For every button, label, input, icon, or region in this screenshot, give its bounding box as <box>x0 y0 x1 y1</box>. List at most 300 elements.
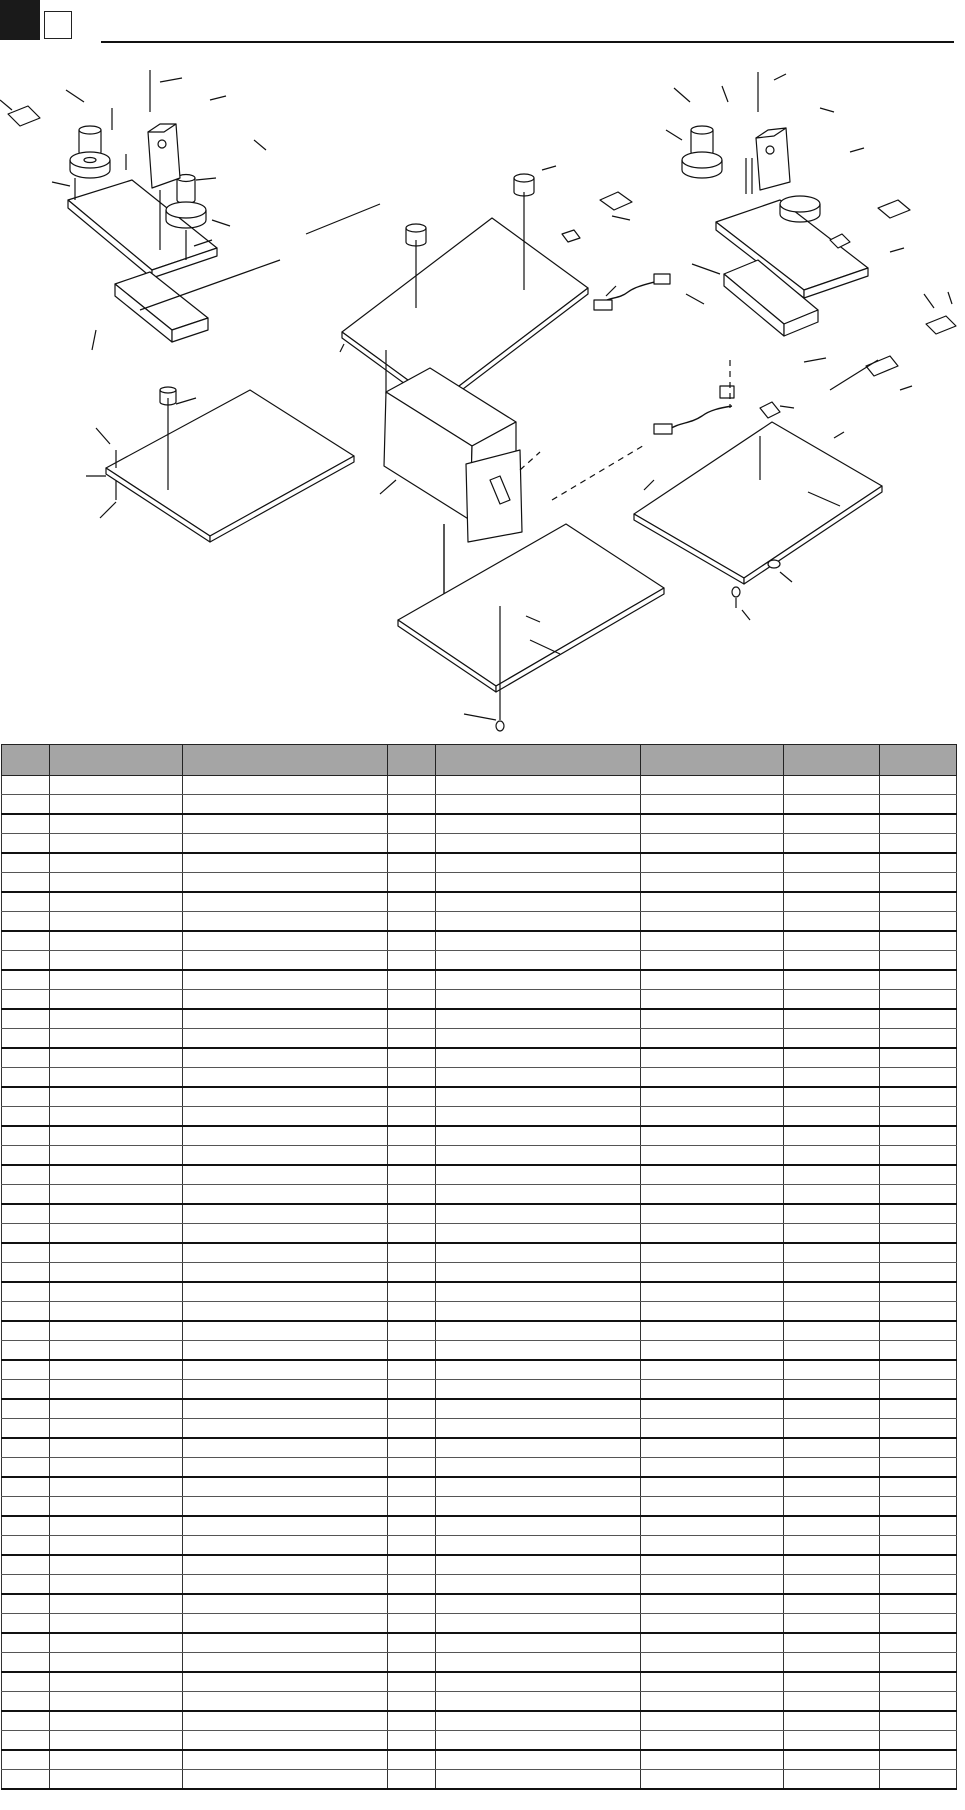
table-cell <box>183 1594 388 1614</box>
table-cell <box>641 1477 784 1497</box>
table-cell <box>436 931 641 951</box>
table-cell <box>183 1770 388 1790</box>
table-cell <box>880 1029 957 1049</box>
table-cell <box>2 1068 50 1088</box>
table-cell <box>50 1711 183 1731</box>
table-cell <box>641 834 784 854</box>
table-cell <box>50 795 183 815</box>
table-cell <box>880 1711 957 1731</box>
table-cell <box>388 1516 436 1536</box>
table-cell <box>784 1282 880 1302</box>
table-cell <box>436 1575 641 1595</box>
table-cell <box>183 1477 388 1497</box>
table-cell <box>880 834 957 854</box>
table-cell <box>2 1243 50 1263</box>
table-cell <box>436 853 641 873</box>
table-cell <box>2 1536 50 1556</box>
table-cell <box>50 814 183 834</box>
table-cell <box>784 1497 880 1517</box>
table-cell <box>641 1243 784 1263</box>
table-cell <box>183 912 388 932</box>
table-cell <box>641 1653 784 1673</box>
table-cell <box>436 1302 641 1322</box>
table-cell <box>183 1068 388 1088</box>
table-cell <box>388 1224 436 1244</box>
table-cell <box>388 1068 436 1088</box>
table-cell <box>641 1185 784 1205</box>
table-cell <box>436 776 641 795</box>
table-cell <box>2 1770 50 1790</box>
table-cell <box>880 1750 957 1770</box>
table-cell <box>436 1633 641 1653</box>
table-cell <box>880 1068 957 1088</box>
table-cell <box>436 1477 641 1497</box>
table-cell <box>436 1185 641 1205</box>
table-row <box>2 1048 957 1068</box>
table-cell <box>50 1614 183 1634</box>
table-row <box>2 1750 957 1770</box>
table-cell <box>641 1555 784 1575</box>
table-row <box>2 1731 957 1751</box>
table-cell <box>784 951 880 971</box>
table-cell <box>784 1594 880 1614</box>
table-row <box>2 1204 957 1224</box>
table-row <box>2 1165 957 1185</box>
table-cell <box>436 990 641 1010</box>
table-row <box>2 1536 957 1556</box>
table-cell <box>50 853 183 873</box>
table-cell <box>2 795 50 815</box>
table-row <box>2 1497 957 1517</box>
table-cell <box>50 1126 183 1146</box>
table-cell <box>50 873 183 893</box>
table-cell <box>388 1185 436 1205</box>
table-cell <box>183 1399 388 1419</box>
table-cell <box>2 1204 50 1224</box>
table-cell <box>2 834 50 854</box>
table-cell <box>388 990 436 1010</box>
table-cell <box>880 853 957 873</box>
table-cell <box>388 1536 436 1556</box>
table-cell <box>436 912 641 932</box>
table-cell <box>436 1419 641 1439</box>
table-cell <box>436 1731 641 1751</box>
table-cell <box>641 1399 784 1419</box>
table-cell <box>880 1555 957 1575</box>
table-cell <box>183 1575 388 1595</box>
table-cell <box>784 1575 880 1595</box>
table-cell <box>50 1750 183 1770</box>
table-row <box>2 1282 957 1302</box>
table-cell <box>388 1575 436 1595</box>
table-cell <box>183 1341 388 1361</box>
left-sheet <box>8 106 40 126</box>
table-cell <box>436 795 641 815</box>
table-cell <box>183 1029 388 1049</box>
table-cell <box>784 1360 880 1380</box>
right-sheet <box>878 200 910 218</box>
column-header <box>50 745 183 776</box>
table-row <box>2 892 957 912</box>
left-assembly <box>0 70 354 542</box>
table-cell <box>2 853 50 873</box>
table-cell <box>641 1126 784 1146</box>
table-cell <box>50 1068 183 1088</box>
table-row <box>2 1711 957 1731</box>
table-cell <box>784 1770 880 1790</box>
table-cell <box>50 1594 183 1614</box>
table-cell <box>183 1204 388 1224</box>
table-cell <box>436 1360 641 1380</box>
table-cell <box>388 1243 436 1263</box>
table-cell <box>784 1321 880 1341</box>
table-cell <box>641 853 784 873</box>
table-cell <box>880 970 957 990</box>
table-cell <box>183 1555 388 1575</box>
table-cell <box>50 1107 183 1127</box>
table-cell <box>436 1614 641 1634</box>
table-cell <box>436 1594 641 1614</box>
table-cell <box>2 1302 50 1322</box>
table-cell <box>388 1614 436 1634</box>
table-row <box>2 776 957 795</box>
right-assembly <box>634 72 956 620</box>
table-cell <box>641 1594 784 1614</box>
table-cell <box>784 1731 880 1751</box>
table-cell <box>2 1497 50 1517</box>
table-cell <box>880 912 957 932</box>
table-cell <box>50 1146 183 1166</box>
table-cell <box>388 795 436 815</box>
table-cell <box>2 1282 50 1302</box>
table-cell <box>50 1263 183 1283</box>
table-row <box>2 990 957 1010</box>
table-cell <box>880 1594 957 1614</box>
table-cell <box>2 1146 50 1166</box>
table-cell <box>880 1536 957 1556</box>
table-row <box>2 1458 957 1478</box>
table-cell <box>641 1341 784 1361</box>
table-cell <box>183 1731 388 1751</box>
center-base-plate <box>398 524 664 686</box>
table-cell <box>2 1711 50 1731</box>
table-cell <box>50 1282 183 1302</box>
table-cell <box>784 1165 880 1185</box>
table-cell <box>2 1672 50 1692</box>
table-cell <box>388 1126 436 1146</box>
table-row <box>2 1399 957 1419</box>
table-row <box>2 1360 957 1380</box>
table-cell <box>784 776 880 795</box>
table-cell <box>2 970 50 990</box>
table-cell <box>388 1087 436 1107</box>
table-cell <box>183 1438 388 1458</box>
table-cell <box>880 1399 957 1419</box>
table-cell <box>641 1672 784 1692</box>
table-cell <box>784 1243 880 1263</box>
table-cell <box>641 951 784 971</box>
table-cell <box>388 1360 436 1380</box>
table-cell <box>784 1692 880 1712</box>
table-cell <box>436 1029 641 1049</box>
column-header <box>784 745 880 776</box>
table-cell <box>880 1341 957 1361</box>
table-cell <box>388 1594 436 1614</box>
table-cell <box>183 1165 388 1185</box>
table-cell <box>641 892 784 912</box>
table-cell <box>436 1165 641 1185</box>
table-cell <box>880 776 957 795</box>
table-cell <box>183 776 388 795</box>
table-row <box>2 1126 957 1146</box>
table-cell <box>183 834 388 854</box>
table-row <box>2 1692 957 1712</box>
table-cell <box>784 1750 880 1770</box>
table-cell <box>2 1516 50 1536</box>
table-cell <box>880 1458 957 1478</box>
table-cell <box>784 1224 880 1244</box>
table-cell <box>436 970 641 990</box>
table-cell <box>641 912 784 932</box>
table-cell <box>880 1380 957 1400</box>
table-cell <box>880 1009 957 1029</box>
table-cell <box>880 1185 957 1205</box>
column-header <box>388 745 436 776</box>
table-cell <box>50 834 183 854</box>
table-cell <box>784 912 880 932</box>
table-cell <box>784 1204 880 1224</box>
table-cell <box>183 1263 388 1283</box>
table-cell <box>183 1536 388 1556</box>
table-cell <box>50 1770 183 1790</box>
table-cell <box>2 951 50 971</box>
table-cell <box>50 1165 183 1185</box>
column-header <box>880 745 957 776</box>
table-cell <box>50 1009 183 1029</box>
table-cell <box>880 1419 957 1439</box>
table-cell <box>50 1048 183 1068</box>
table-cell <box>2 1419 50 1439</box>
table-cell <box>2 892 50 912</box>
table-row <box>2 1555 957 1575</box>
table-cell <box>784 1653 880 1673</box>
table-cell <box>436 1711 641 1731</box>
table-cell <box>2 1165 50 1185</box>
table-cell <box>183 1107 388 1127</box>
table-cell <box>388 814 436 834</box>
table-cell <box>436 1282 641 1302</box>
table-cell <box>2 1555 50 1575</box>
table-row <box>2 1243 957 1263</box>
table-cell <box>641 990 784 1010</box>
table-cell <box>50 970 183 990</box>
table-cell <box>436 834 641 854</box>
table-cell <box>183 853 388 873</box>
table-cell <box>880 1146 957 1166</box>
table-cell <box>2 776 50 795</box>
table-cell <box>436 1653 641 1673</box>
table-row <box>2 1068 957 1088</box>
table-row <box>2 834 957 854</box>
table-cell <box>388 1633 436 1653</box>
table-cell <box>641 1770 784 1790</box>
table-cell <box>388 1419 436 1439</box>
table-cell <box>880 1692 957 1712</box>
table-cell <box>2 1224 50 1244</box>
table-cell <box>641 970 784 990</box>
table-cell <box>183 1360 388 1380</box>
table-cell <box>784 1068 880 1088</box>
table-cell <box>50 1633 183 1653</box>
table-cell <box>784 1029 880 1049</box>
table-cell <box>183 873 388 893</box>
table-cell <box>2 1029 50 1049</box>
table-cell <box>2 1126 50 1146</box>
table-cell <box>641 931 784 951</box>
table-row <box>2 1672 957 1692</box>
table-cell <box>183 1126 388 1146</box>
table-row <box>2 970 957 990</box>
table-cell <box>2 1594 50 1614</box>
table-cell <box>641 776 784 795</box>
table-cell <box>641 1692 784 1712</box>
exploded-parts-diagram <box>0 60 965 740</box>
table-cell <box>388 1146 436 1166</box>
table-cell <box>183 1048 388 1068</box>
table-cell <box>2 1048 50 1068</box>
table-cell <box>880 1263 957 1283</box>
table-cell <box>880 1653 957 1673</box>
table-cell <box>880 1321 957 1341</box>
table-row <box>2 1614 957 1634</box>
table-cell <box>388 1399 436 1419</box>
table-cell <box>436 1087 641 1107</box>
table-cell <box>436 1516 641 1536</box>
table-cell <box>641 873 784 893</box>
table-cell <box>2 1321 50 1341</box>
table-cell <box>880 892 957 912</box>
table-cell <box>641 1302 784 1322</box>
table-cell <box>641 1068 784 1088</box>
table-cell <box>50 1653 183 1673</box>
table-cell <box>388 1477 436 1497</box>
table-row <box>2 1477 957 1497</box>
table-cell <box>183 1458 388 1478</box>
table-cell <box>50 1731 183 1751</box>
table-cell <box>388 912 436 932</box>
table-cell <box>880 1770 957 1790</box>
table-cell <box>784 1633 880 1653</box>
table-cell <box>2 1360 50 1380</box>
table-cell <box>436 1692 641 1712</box>
table-cell <box>784 1302 880 1322</box>
table-cell <box>2 1458 50 1478</box>
table-cell <box>183 1302 388 1322</box>
table-cell <box>2 1653 50 1673</box>
table-cell <box>50 990 183 1010</box>
table-cell <box>50 1360 183 1380</box>
table-cell <box>880 1302 957 1322</box>
table-cell <box>183 1672 388 1692</box>
table-cell <box>436 1126 641 1146</box>
table-cell <box>784 970 880 990</box>
table-cell <box>784 931 880 951</box>
table-cell <box>388 1380 436 1400</box>
table-cell <box>784 1614 880 1634</box>
table-row <box>2 1594 957 1614</box>
table-row <box>2 795 957 815</box>
table-cell <box>784 1458 880 1478</box>
table-cell <box>388 1009 436 1029</box>
table-cell <box>784 892 880 912</box>
table-cell <box>388 1731 436 1751</box>
table-cell <box>388 1672 436 1692</box>
table-cell <box>2 990 50 1010</box>
table-cell <box>436 1770 641 1790</box>
table-row <box>2 1380 957 1400</box>
table-cell <box>436 1068 641 1088</box>
page-tab-outline <box>44 11 72 39</box>
table-cell <box>784 990 880 1010</box>
table-cell <box>388 1048 436 1068</box>
table-cell <box>880 1497 957 1517</box>
table-cell <box>183 1711 388 1731</box>
table-cell <box>784 1107 880 1127</box>
table-cell <box>50 912 183 932</box>
table-cell <box>388 1438 436 1458</box>
table-row <box>2 1438 957 1458</box>
table-cell <box>641 814 784 834</box>
table-cell <box>388 1107 436 1127</box>
table-cell <box>784 1536 880 1556</box>
table-cell <box>436 1497 641 1517</box>
section-tab-dark <box>0 0 40 40</box>
table-cell <box>784 1380 880 1400</box>
table-cell <box>388 1204 436 1224</box>
table-cell <box>2 1009 50 1029</box>
table-cell <box>880 1633 957 1653</box>
table-cell <box>183 1243 388 1263</box>
table-row <box>2 912 957 932</box>
table-cell <box>388 1458 436 1478</box>
table-cell <box>784 795 880 815</box>
table-cell <box>183 1009 388 1029</box>
table-cell <box>641 1029 784 1049</box>
table-cell <box>641 1321 784 1341</box>
table-cell <box>880 1126 957 1146</box>
table-cell <box>880 1204 957 1224</box>
table-cell <box>183 1633 388 1653</box>
left-base-plate <box>106 390 354 536</box>
table-cell <box>388 1497 436 1517</box>
table-cell <box>784 1477 880 1497</box>
table-cell <box>183 1224 388 1244</box>
table-cell <box>2 1438 50 1458</box>
table-cell <box>388 1750 436 1770</box>
table-cell <box>784 1048 880 1068</box>
table-cell <box>50 1438 183 1458</box>
table-cell <box>880 1614 957 1634</box>
table-cell <box>436 1341 641 1361</box>
table-cell <box>50 776 183 795</box>
table-cell <box>2 1087 50 1107</box>
table-cell <box>183 1087 388 1107</box>
table-cell <box>641 1146 784 1166</box>
table-cell <box>2 1263 50 1283</box>
table-cell <box>784 1516 880 1536</box>
table-cell <box>436 1224 641 1244</box>
table-cell <box>436 1204 641 1224</box>
